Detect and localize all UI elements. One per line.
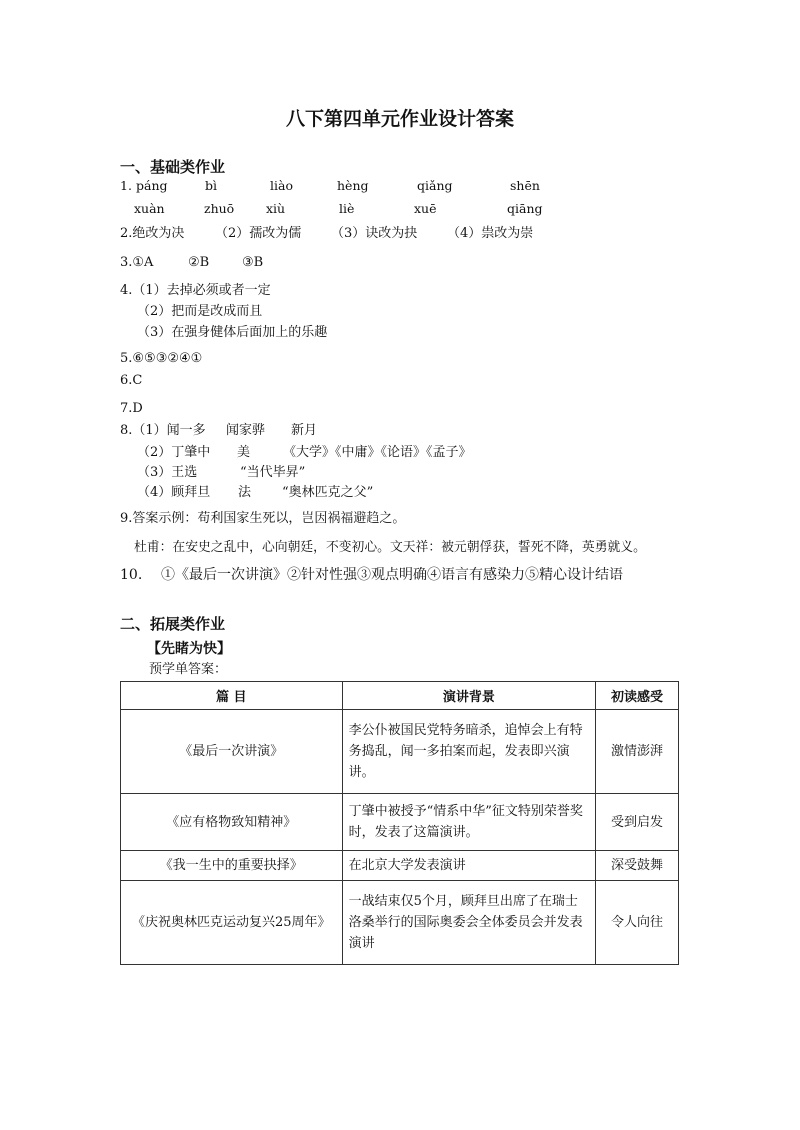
table-cell-feeling: 深受鼓舞 (596, 851, 679, 881)
column-header: 篇 目 (121, 682, 343, 710)
column-header: 初读感受 (596, 682, 679, 710)
pinyin-item: zhuō (204, 201, 235, 216)
q4-line: （3）在强身健体后面加上的乐趣 (137, 325, 328, 340)
pinyin-item: qiāng (507, 201, 543, 216)
section-heading-basic: 一、基础类作业 (120, 158, 226, 176)
table-header-row (121, 682, 679, 710)
table-cell-background: 在北京大学发表演讲 (342, 851, 596, 881)
table-cell-title: 《我一生中的重要抉择》 (121, 851, 343, 881)
table-cell-feeling: 受到启发 (596, 794, 679, 851)
table-cell-title: 《应有格物致知精神》 (121, 794, 343, 851)
table-cell-background: 一战结束仅5个月，顾拜旦出席了在瑞士洛桑举行的国际奥委会全体委员会并发表演讲 (342, 881, 596, 965)
q7-answer: 7.D (120, 401, 143, 416)
q8-part: 美 (237, 445, 251, 460)
q8-part: 闻家骅 (226, 423, 266, 438)
q10-answer: ①《最后一次讲演》②针对性强③观点明确④语言有感染力⑤精心设计结语 (161, 567, 623, 583)
table-row (121, 794, 679, 851)
q1-label: 1. (120, 178, 132, 193)
pinyin-item: liào (270, 178, 293, 193)
pinyin-item: xuē (414, 201, 437, 216)
table-cell-background: 丁肇中被授予“情系中华”征文特别荣誉奖时，发表了这篇演讲。 (342, 794, 596, 851)
q8-part: “奥林匹克之父” (282, 485, 374, 500)
pinyin-item: bì (205, 178, 217, 193)
table-cell-feeling: 激情澎湃 (596, 710, 679, 794)
pinyin-item: xuàn (134, 201, 165, 216)
pinyin-item: shēn (510, 178, 540, 193)
column-header: 演讲背景 (342, 682, 596, 710)
pinyin-item: xiù (266, 201, 286, 216)
q8-part: （4）顾拜旦 (137, 485, 211, 500)
q10-label: 10. (120, 567, 143, 583)
section-heading-extension: 二、拓展类作业 (120, 615, 226, 633)
q5-answer: 5.⑥⑤③②④① (120, 351, 203, 366)
q4-line: 4.（1）去掉必须或者一定 (120, 283, 271, 298)
q8-part: （3）王选 (137, 465, 198, 480)
pinyin-item: páng (136, 178, 168, 193)
q8-part: 法 (238, 485, 252, 500)
table-cell-title: 《庆祝奥林匹克运动复兴25周年》 (121, 881, 343, 965)
q9-line: 杜甫：在安史之乱中，心向朝廷，不变初心。文天祥：被元朝俘获，誓死不降，英勇就义。 (134, 540, 646, 555)
q2-part: （3）诀改为抉 (331, 226, 418, 241)
page-title: 八下第四单元作业设计答案 (285, 108, 514, 130)
q9-line: 9.答案示例：苟利国家生死以，岂因祸福避趋之。 (120, 511, 406, 526)
q6-answer: 6.C (120, 373, 143, 388)
pinyin-item: hèng (337, 178, 369, 193)
q8-part: （2）丁肇中 (137, 445, 211, 460)
q8-part: 《大学》《中庸》《论语》《孟子》 (283, 445, 472, 460)
q8-part: 新月 (291, 423, 318, 438)
q2-part: （2）孺改为儒 (215, 226, 302, 241)
table-row (121, 851, 679, 881)
q8-part: 8.（1）闻一多 (120, 423, 206, 438)
q3-part: 3.①A (120, 255, 154, 270)
q3-part: ②B (188, 255, 210, 270)
pre-study-label: 预学单答案： (149, 662, 228, 677)
q8-part: “当代毕昇” (240, 465, 306, 480)
table-cell-feeling: 令人向往 (596, 881, 679, 965)
table-row (121, 710, 679, 794)
q3-part: ③B (242, 255, 264, 270)
pinyin-item: qiǎng (417, 178, 453, 193)
pinyin-item: liè (339, 201, 355, 216)
q4-line: （2）把而是改成而且 (137, 304, 263, 319)
table-cell-background: 李公仆被国民党特务暗杀，追悼会上有特务捣乱，闻一多拍案而起，发表即兴演讲。 (342, 710, 596, 794)
pre-study-table (120, 681, 679, 965)
q2-part: 2.绝改为决 (120, 226, 185, 241)
table-row (121, 881, 679, 965)
table-cell-title: 《最后一次讲演》 (121, 710, 343, 794)
q2-part: （4）祟改为崇 (447, 226, 534, 241)
subsection-title: 【先睹为快】 (147, 641, 231, 657)
